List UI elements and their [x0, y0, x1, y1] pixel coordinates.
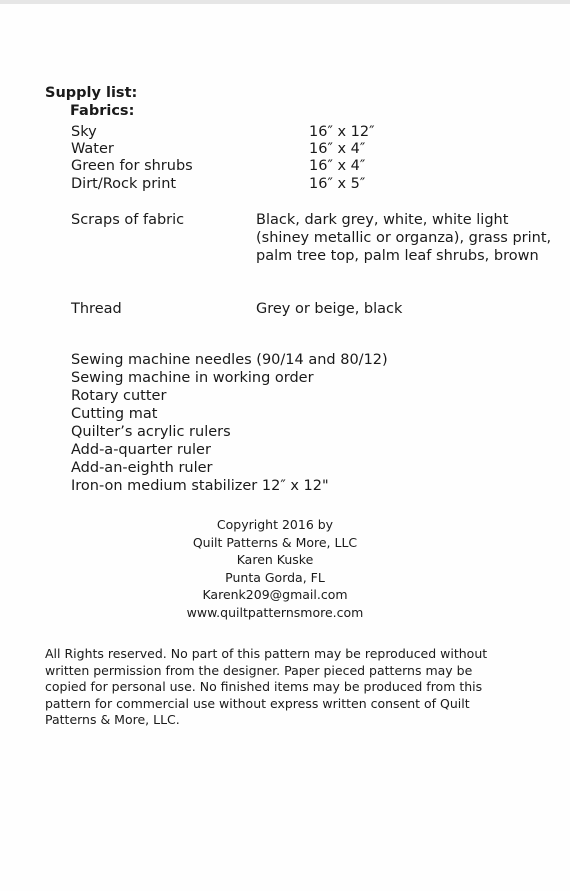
top-edge-line	[0, 0, 570, 4]
fabric-size: 16″ x 5″	[309, 176, 366, 192]
fabric-name: Water	[71, 141, 114, 157]
fabric-name: Sky	[71, 124, 97, 140]
scraps-value: Black, dark grey, white, white light (shiney metallic or organza), grass print, palm tree top, palm leaf shrubs, brown	[256, 212, 552, 264]
fabric-size: 16″ x 12″	[309, 124, 375, 140]
tool-item: Sewing machine in working order	[71, 370, 314, 386]
thread-label: Thread	[71, 301, 122, 317]
tool-item: Iron-on medium stabilizer 12″ x 12"	[71, 478, 329, 494]
thread-value: Grey or beige, black	[256, 301, 403, 317]
company-name: Quilt Patterns & More, LLC	[192, 534, 358, 550]
location: Punta Gorda, FL	[225, 569, 325, 585]
email: Karenk209@gmail.com	[202, 587, 348, 602]
rights-notice: All Rights reserved. No part of this pattern may be reproduced without written permission from the designer. Paper pieced patterns may be copied for personal use. No finished items may be produced from this pattern for commercial use without express written consent of Quilt Patterns & More, LLC.	[45, 646, 488, 727]
fabrics-heading: Fabrics:	[70, 103, 135, 119]
tool-item: Sewing machine needles (90/14 and 80/12)	[71, 352, 388, 368]
copyright-line: Copyright 2016 by	[216, 517, 334, 532]
website: www.quiltpatternsmore.com	[186, 604, 364, 620]
supply-list-heading: Supply list:	[45, 85, 138, 101]
tool-item: Rotary cutter	[71, 388, 167, 404]
copyright-block	[140, 516, 410, 621]
fabric-size: 16″ x 4″	[309, 158, 366, 174]
fabric-name: Green for shrubs	[71, 158, 193, 174]
tool-item: Add-a-quarter ruler	[71, 442, 211, 458]
scraps-label: Scraps of fabric	[71, 212, 185, 228]
author-name: Karen Kuske	[236, 552, 314, 567]
tool-item: Add-an-eighth ruler	[71, 460, 213, 476]
tool-item: Quilter’s acrylic rulers	[71, 424, 231, 440]
fabric-name: Dirt/Rock print	[71, 176, 177, 192]
fabric-size: 16″ x 4″	[309, 141, 366, 157]
tool-item: Cutting mat	[71, 406, 158, 422]
